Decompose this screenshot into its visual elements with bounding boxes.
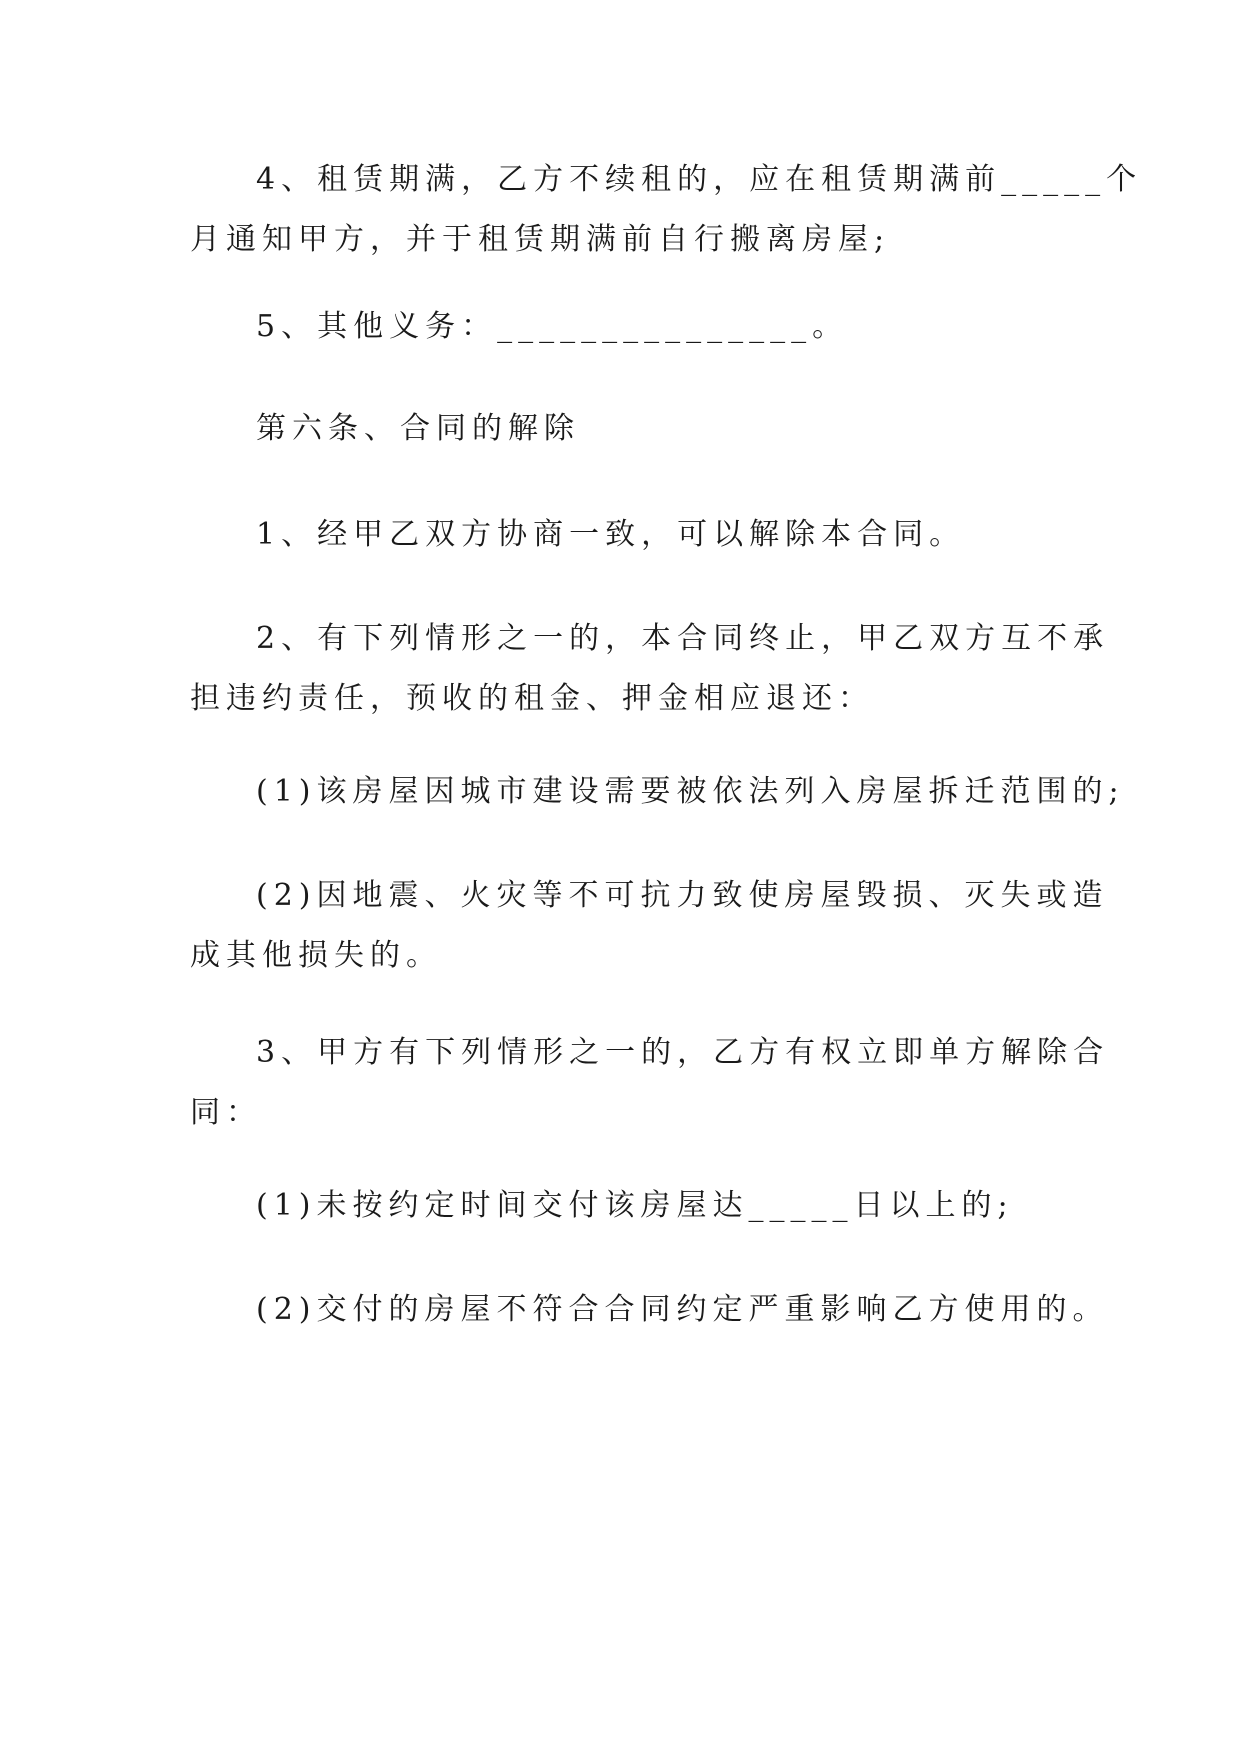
paragraph-line: 4、租赁期满，乙方不续租的，应在租赁期满前_____个: [256, 162, 1143, 197]
paragraph-line: 3、甲方有下列情形之一的，乙方有权立即单方解除合: [256, 1035, 1110, 1070]
clause-1-mutual-termination: [190, 505, 1070, 565]
paragraph-line: (2)因地震、火灾等不可抗力致使房屋毁损、灭失或造: [256, 878, 1109, 913]
clause-5-other-duties: [190, 297, 1070, 357]
paragraph-line: 同：: [190, 1095, 262, 1130]
item-1-demolition: [190, 762, 1125, 822]
paragraph-line: 2、有下列情形之一的，本合同终止，甲乙双方互不承: [256, 621, 1110, 656]
paragraph-line: 5、其他义务：_______________。: [256, 309, 849, 344]
clause-2-contract-termination: [190, 609, 1110, 729]
paragraph-line: (1)未按约定时间交付该房屋达_____日以上的;: [256, 1188, 1014, 1223]
paragraph-line: (2)交付的房屋不符合合同约定严重影响乙方使用的。: [256, 1292, 1109, 1327]
paragraph-line: (1)该房屋因城市建设需要被依法列入房屋拆迁范围的;: [256, 774, 1125, 809]
clause-3-lessee-rescission: [190, 1023, 1110, 1143]
paragraph-line: 1、经甲乙双方协商一致，可以解除本合同。: [256, 517, 966, 552]
paragraph-line: 成其他损失的。: [190, 938, 442, 973]
item-1-late-delivery: [190, 1176, 1070, 1236]
item-2-force-majeure: [190, 866, 1109, 986]
paragraph-line: 月通知甲方，并于租赁期满前自行搬离房屋;: [190, 222, 891, 257]
paragraph-line: 担违约责任，预收的租金、押金相应退还：: [190, 681, 874, 716]
section-heading: 第六条、合同的解除: [256, 411, 580, 446]
clause-4-lease-expiry: [190, 150, 1143, 270]
item-2-nonconforming-property: [190, 1280, 1109, 1340]
article-6-heading: [190, 399, 1070, 459]
